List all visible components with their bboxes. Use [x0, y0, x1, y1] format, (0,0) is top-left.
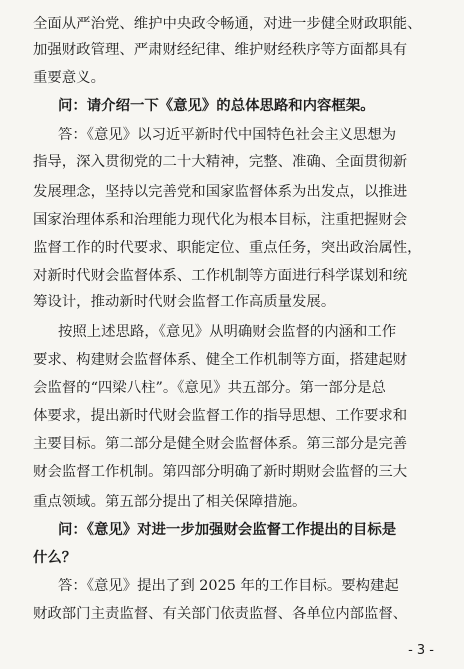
text-line: 全面从严治党、维护中央政令畅通，对进一步健全财政职能、: [33, 16, 422, 32]
text-line: 对新时代财会监督体系、工作机制等方面进行科学谋划和统: [33, 268, 408, 284]
question-line: 问：请介绍一下《意见》的总体思路和内容框架。: [58, 97, 375, 114]
text-line: 体要求，提出新时代财会监督工作的指导思想、工作要求和: [33, 408, 408, 424]
question-line: 问：《意见》对进一步加强财会监督工作提出的目标是: [58, 521, 397, 538]
question-line: 什么？: [33, 549, 77, 566]
text-line: 加强财政管理、严肃财经纪律、维护财经秩序等方面都具有: [33, 42, 408, 58]
text-line: 发展理念，坚持以完善党和国家监督体系为出发点，以推进: [33, 184, 408, 200]
text-line: 要求、构建财会监督体系、健全工作机制等方面，搭建起财: [33, 352, 408, 368]
page-number: - 3 -: [408, 643, 434, 658]
text-line: 财政部门主责监督、有关部门依责监督、各单位内部监督、: [33, 606, 408, 622]
text-line: 按照上述思路，《意见》从明确财会监督的内涵和工作: [58, 324, 397, 340]
text-line: 指导，深入贯彻党的二十大精神，完整、准确、全面贯彻新: [33, 154, 408, 170]
text-line: 财会监督工作机制。第四部分明确了新时期财会监督的三大: [33, 464, 408, 480]
text-line: 国家治理体系和治理能力现代化为根本目标，注重把握财会: [33, 212, 408, 228]
text-line: 筹设计，推动新时代财会监督工作高质量发展。: [33, 294, 336, 310]
text-line: 重点领域。第五部分提出了相关保障措施。: [33, 494, 307, 510]
text-line: 重要意义。: [33, 70, 105, 86]
text-line: 答：《意见》以习近平新时代中国特色社会主义思想为: [58, 127, 397, 143]
text-line: 会监督的“四梁八柱”。《意见》共五部分。第一部分是总: [33, 380, 386, 396]
text-line: 答：《意见》提出了到 2025 年的工作目标。要构建起: [58, 578, 399, 594]
text-line: 主要目标。第二部分是健全财会监督体系。第三部分是完善: [33, 436, 408, 452]
text-line: 监督工作的时代要求、职能定位、重点任务，突出政治属性，: [33, 240, 422, 256]
